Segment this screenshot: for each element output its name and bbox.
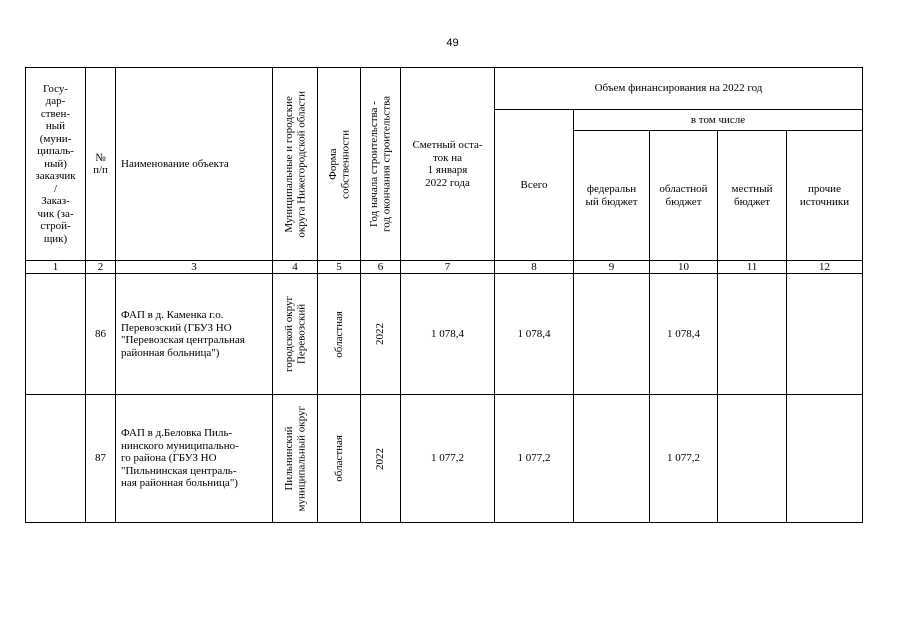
column-number: 2	[86, 261, 116, 274]
table-row	[26, 395, 863, 523]
column-number: 7	[401, 261, 495, 274]
column-number: 9	[574, 261, 650, 274]
cell-total: 1 077,2	[495, 395, 574, 523]
column-number: 6	[361, 261, 401, 274]
cell-other	[787, 274, 863, 395]
header-regional: областной бюджет	[650, 131, 718, 261]
cell-estimate: 1 077,2	[401, 395, 495, 523]
cell-municipality: Пильнинский муниципальный округ	[273, 395, 318, 523]
financing-table	[25, 67, 863, 523]
column-number: 11	[718, 261, 787, 274]
cell-customer	[26, 395, 86, 523]
cell-local	[718, 395, 787, 523]
cell-ownership: областная	[318, 395, 361, 523]
cell-local	[718, 274, 787, 395]
column-number: 1	[26, 261, 86, 274]
column-number: 3	[116, 261, 273, 274]
header-object-name: Наименование объекта	[116, 68, 273, 261]
column-number: 8	[495, 261, 574, 274]
cell-num: 86	[86, 274, 116, 395]
header-federal: федеральн ый бюджет	[574, 131, 650, 261]
cell-customer	[26, 274, 86, 395]
cell-federal	[574, 274, 650, 395]
header-other: прочие источники	[787, 131, 863, 261]
header-including: в том числе	[574, 110, 863, 131]
cell-estimate: 1 078,4	[401, 274, 495, 395]
header-municipality: Муниципальные и городские округа Нижегородской области	[273, 68, 318, 261]
cell-ownership: областная	[318, 274, 361, 395]
header-row-1	[26, 68, 863, 110]
header-num: № п/п	[86, 68, 116, 261]
cell-object-name: ФАП в д.Беловка Пиль- нинского муниципально- го района (ГБУЗ НО "Пильнинская централь- ная районная больница")	[116, 395, 273, 523]
column-number: 4	[273, 261, 318, 274]
page-number: 49	[446, 37, 459, 49]
cell-year: 2022	[361, 395, 401, 523]
cell-regional: 1 077,2	[650, 395, 718, 523]
cell-municipality: городской округ Перевозский	[273, 274, 318, 395]
header-total: Всего	[495, 110, 574, 261]
cell-total: 1 078,4	[495, 274, 574, 395]
cell-federal	[574, 395, 650, 523]
cell-num: 87	[86, 395, 116, 523]
column-number: 12	[787, 261, 863, 274]
cell-object-name: ФАП в д. Каменка г.о. Перевозский (ГБУЗ НО "Перевозская центральная районная больница")	[116, 274, 273, 395]
column-number: 5	[318, 261, 361, 274]
header-ownership: Форма собственности	[318, 68, 361, 261]
header-estimate: Сметный оста- ток на 1 января 2022 года	[401, 68, 495, 261]
header-customer: Госу- дар- ствен- ный (муни- ципаль- ный) заказчик / Заказ- чик (за- строй- щик)	[26, 68, 86, 261]
header-local: местный бюджет	[718, 131, 787, 261]
table-row	[26, 274, 863, 395]
cell-year: 2022	[361, 274, 401, 395]
cell-other	[787, 395, 863, 523]
cell-regional: 1 078,4	[650, 274, 718, 395]
column-numbers-row	[26, 261, 863, 274]
header-financing: Объем финансирования на 2022 год	[495, 68, 863, 110]
header-years: Год начала строительства - год окончания строительства	[361, 68, 401, 261]
column-number: 10	[650, 261, 718, 274]
